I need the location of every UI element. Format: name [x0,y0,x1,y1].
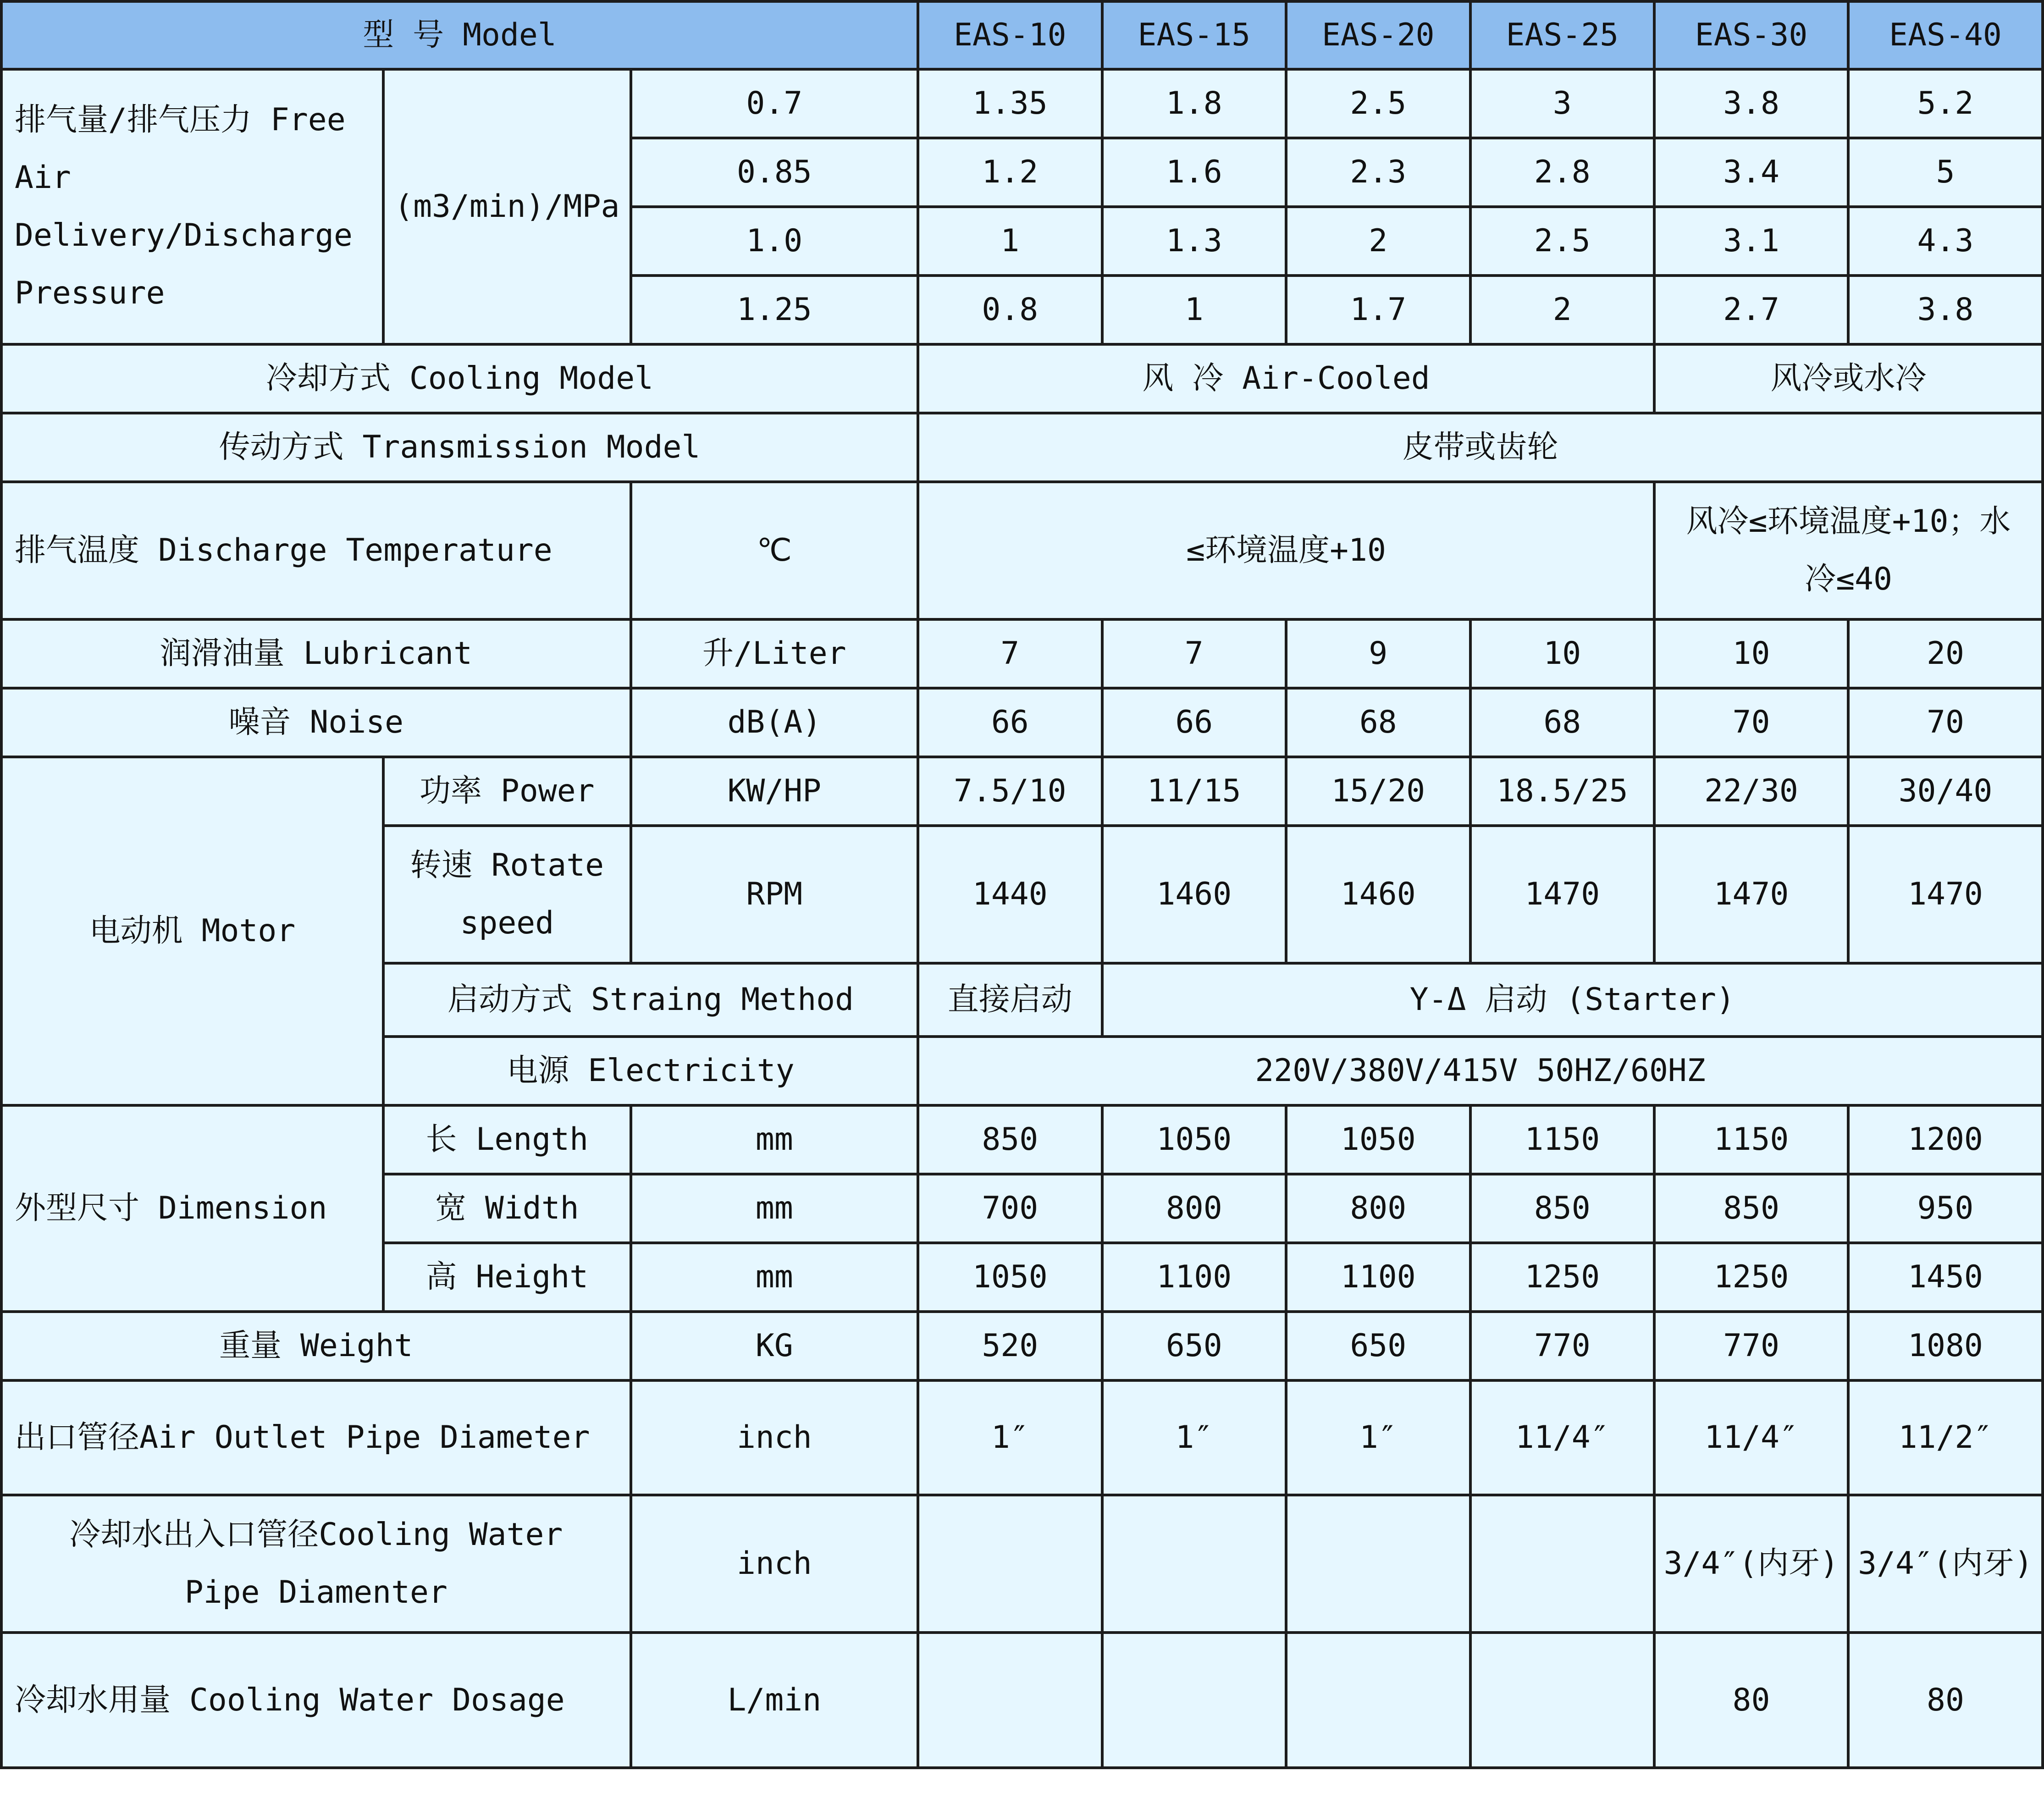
discharge-temp-row [1,482,2043,619]
outlet-pipe-value: 1″ [918,1380,1102,1495]
air-delivery-value: 3.1 [1654,207,1848,276]
outlet-pipe-value: 1″ [1102,1380,1287,1495]
air-delivery-value: 1.35 [918,69,1102,138]
lubricant-value: 7 [918,619,1102,688]
outlet-pipe-value: 11/4″ [1654,1380,1848,1495]
noise-value: 70 [1654,688,1848,757]
air-delivery-value: 1.2 [918,138,1102,207]
model-eas-20: EAS-20 [1286,1,1470,69]
weight-label: 重量 Weight [1,1312,631,1380]
motor-electricity-value: 220V/380V/415V 50HZ/60HZ [918,1037,2043,1105]
outlet-pipe-row [1,1380,2043,1495]
lubricant-value: 10 [1654,619,1848,688]
cooling-water-dosage-unit: L/min [631,1633,918,1768]
motor-speed-value: 1460 [1102,826,1287,963]
dimension-length-value: 1150 [1470,1105,1655,1174]
cooling-water-dosage-value [918,1633,1102,1768]
model-header: 型 号 Model [1,1,918,69]
cooling-water-dosage-row [1,1633,2043,1768]
air-delivery-value: 1 [918,207,1102,276]
air-delivery-value: 1.6 [1102,138,1287,207]
air-delivery-label-line2: Delivery/Discharge Pressure [15,217,353,311]
motor-label: 电动机 Motor [1,757,383,1105]
lubricant-value: 20 [1848,619,2043,688]
cooling-water-dosage-value [1286,1633,1470,1768]
pressure-value: 0.85 [631,138,918,207]
weight-unit: KG [631,1312,918,1380]
model-eas-25: EAS-25 [1470,1,1655,69]
motor-power-value: 22/30 [1654,757,1848,826]
air-delivery-value: 1.3 [1102,207,1287,276]
lubricant-unit: 升/Liter [631,619,918,688]
outlet-pipe-value: 1″ [1286,1380,1470,1495]
dimension-length-unit: mm [631,1105,918,1174]
motor-power-unit: KW/HP [631,757,918,826]
dimension-height-value: 1250 [1470,1243,1655,1312]
motor-speed-value: 1470 [1470,826,1655,963]
air-delivery-value: 2.8 [1470,138,1655,207]
noise-value: 66 [918,688,1102,757]
dimension-length-label: 长 Length [383,1105,631,1174]
cooling-water-pipe-value [1286,1495,1470,1633]
weight-row [1,1312,2043,1380]
discharge-temp-value-mixed [1654,482,2043,619]
cooling-water-pipe-value: 3/4″(内牙) [1654,1495,1848,1633]
motor-starting-star-delta: Y-Δ 启动 (Starter) [1102,963,2043,1037]
air-delivery-value: 2 [1286,207,1470,276]
air-delivery-value: 3 [1470,69,1655,138]
transmission-value: 皮带或齿轮 [918,413,2043,482]
dimension-length-value: 1050 [1286,1105,1470,1174]
motor-starting-label: 启动方式 Straing Method [383,963,918,1037]
model-eas-15: EAS-15 [1102,1,1287,69]
air-delivery-value: 0.8 [918,276,1102,344]
noise-value: 70 [1848,688,2043,757]
transmission-row [1,413,2043,482]
outlet-pipe-value: 11/2″ [1848,1380,2043,1495]
air-delivery-value: 2.5 [1470,207,1655,276]
motor-power-value: 18.5/25 [1470,757,1655,826]
motor-speed-value: 1460 [1286,826,1470,963]
motor-speed-unit: RPM [631,826,918,963]
cooling-water-dosage-value: 80 [1848,1633,2043,1768]
cooling-water-pipe-value: 3/4″(内牙) [1848,1495,2043,1633]
air-delivery-label-line1: 排气量/排气压力 Free Air [15,102,346,196]
air-delivery-unit: (m3/min)/MPa [383,69,631,344]
dimension-height-label: 高 Height [383,1243,631,1312]
dimension-length-value: 1150 [1654,1105,1848,1174]
dimension-width-value: 800 [1286,1174,1470,1243]
motor-speed-label-line2: speed [460,905,554,941]
motor-electricity-label: 电源 Electricity [383,1037,918,1105]
air-delivery-value: 3.4 [1654,138,1848,207]
discharge-temp-label: 排气温度 Discharge Temperature [1,482,631,619]
cooling-water-pipe-value [1102,1495,1287,1633]
dimension-length-value: 1200 [1848,1105,2043,1174]
air-delivery-value: 2.7 [1654,276,1848,344]
weight-value: 770 [1654,1312,1848,1380]
weight-value: 770 [1470,1312,1655,1380]
cooling-water-dosage-value [1102,1633,1287,1768]
weight-value: 650 [1102,1312,1287,1380]
pressure-value: 1.25 [631,276,918,344]
dimension-width-value: 850 [1654,1174,1848,1243]
air-delivery-value: 2.3 [1286,138,1470,207]
air-delivery-value: 2.5 [1286,69,1470,138]
weight-value: 520 [918,1312,1102,1380]
dimension-length-value: 1050 [1102,1105,1287,1174]
dimension-width-unit: mm [631,1174,918,1243]
cooling-value-air-or-water: 风冷或水冷 [1654,344,2043,413]
motor-starting-direct: 直接启动 [918,963,1102,1037]
dimension-height-value: 1450 [1848,1243,2043,1312]
noise-value: 66 [1102,688,1287,757]
motor-speed-value: 1440 [918,826,1102,963]
motor-power-label: 功率 Power [383,757,631,826]
motor-power-value: 15/20 [1286,757,1470,826]
cooling-water-pipe-row [1,1495,2043,1633]
cooling-water-dosage-value [1470,1633,1655,1768]
motor-speed-label-line1: 转速 Rotate [410,847,604,884]
motor-speed-value: 1470 [1848,826,2043,963]
motor-power-value: 30/40 [1848,757,2043,826]
weight-value: 650 [1286,1312,1470,1380]
discharge-temp-unit: ℃ [631,482,918,619]
motor-speed-value: 1470 [1654,826,1848,963]
air-delivery-row [1,69,2043,138]
dimension-length-row [1,1105,2043,1174]
pressure-value: 0.7 [631,69,918,138]
weight-value: 1080 [1848,1312,2043,1380]
air-delivery-value: 1.7 [1286,276,1470,344]
motor-power-row [1,757,2043,826]
cooling-water-pipe-label-line2: Pipe Diamenter [184,1574,447,1611]
discharge-temp-value-air: ≤环境温度+10 [918,482,1654,619]
discharge-temp-value-line2: 冷≤40 [1805,561,1892,597]
air-delivery-value: 2 [1470,276,1655,344]
lubricant-value: 7 [1102,619,1287,688]
dimension-width-value: 800 [1102,1174,1287,1243]
dimension-height-value: 1100 [1286,1243,1470,1312]
dimension-height-value: 1250 [1654,1243,1848,1312]
air-delivery-value: 5.2 [1848,69,2043,138]
dimension-width-value: 950 [1848,1174,2043,1243]
noise-label: 噪音 Noise [1,688,631,757]
motor-speed-label [383,826,631,963]
air-delivery-value: 1 [1102,276,1287,344]
dimension-height-unit: mm [631,1243,918,1312]
model-eas-30: EAS-30 [1654,1,1848,69]
air-delivery-value: 4.3 [1848,207,2043,276]
noise-value: 68 [1286,688,1470,757]
dimension-width-value: 850 [1470,1174,1655,1243]
cooling-value-air: 风 冷 Air-Cooled [918,344,1654,413]
dimension-height-value: 1100 [1102,1243,1287,1312]
motor-power-value: 7.5/10 [918,757,1102,826]
cooling-water-pipe-label-line1: 冷却水出入口管径Cooling Water [69,1517,563,1553]
noise-value: 68 [1470,688,1655,757]
pressure-value: 1.0 [631,207,918,276]
lubricant-label: 润滑油量 Lubricant [1,619,631,688]
dimension-width-value: 700 [918,1174,1102,1243]
cooling-label: 冷却方式 Cooling Model [1,344,918,413]
header-row [1,1,2043,69]
cooling-water-pipe-value [918,1495,1102,1633]
lubricant-value: 9 [1286,619,1470,688]
dimension-length-value: 850 [918,1105,1102,1174]
transmission-label: 传动方式 Transmission Model [1,413,918,482]
noise-unit: dB(A) [631,688,918,757]
dimension-label: 外型尺寸 Dimension [1,1105,383,1312]
dimension-width-label: 宽 Width [383,1174,631,1243]
cooling-water-dosage-value: 80 [1654,1633,1848,1768]
lubricant-value: 10 [1470,619,1655,688]
cooling-water-pipe-unit: inch [631,1495,918,1633]
air-delivery-label [1,69,383,344]
air-delivery-value: 1.8 [1102,69,1287,138]
discharge-temp-value-line1: 风冷≤环境温度+10；水 [1686,503,2011,540]
cooling-water-dosage-label: 冷却水用量 Cooling Water Dosage [1,1633,631,1768]
outlet-pipe-label: 出口管径Air Outlet Pipe Diameter [1,1380,631,1495]
dimension-height-value: 1050 [918,1243,1102,1312]
motor-power-value: 11/15 [1102,757,1287,826]
noise-row [1,688,2043,757]
cooling-water-pipe-value [1470,1495,1655,1633]
cooling-water-pipe-label [1,1495,631,1633]
air-delivery-value: 3.8 [1848,276,2043,344]
lubricant-row [1,619,2043,688]
cooling-row [1,344,2043,413]
outlet-pipe-unit: inch [631,1380,918,1495]
air-delivery-value: 3.8 [1654,69,1848,138]
air-delivery-value: 5 [1848,138,2043,207]
outlet-pipe-value: 11/4″ [1470,1380,1655,1495]
model-eas-40: EAS-40 [1848,1,2043,69]
model-eas-10: EAS-10 [918,1,1102,69]
